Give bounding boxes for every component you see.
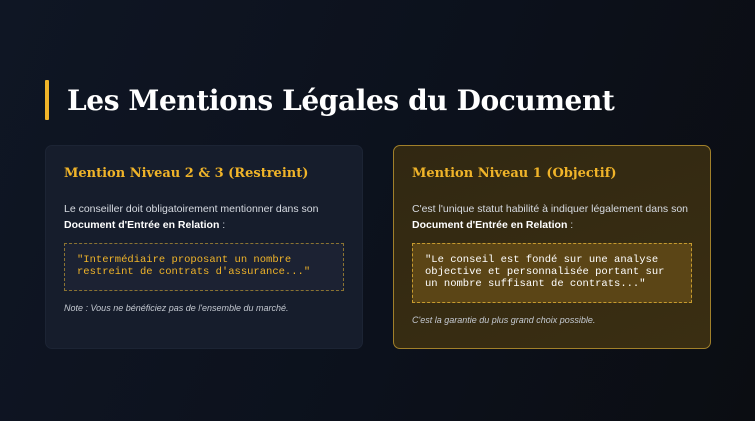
card-intro-bold: Document d'Entrée en Relation (412, 219, 568, 231)
card-objective (393, 145, 711, 349)
card-intro (412, 201, 692, 233)
card-title: Mention Niveau 2 & 3 (Restreint) (64, 166, 309, 181)
title-accent-bar (45, 80, 49, 120)
card-intro-bold: Document d'Entrée en Relation (64, 219, 220, 231)
card-intro-end: : (567, 219, 574, 231)
page-header (45, 80, 614, 120)
page-title: Les Mentions Légales du Document (67, 83, 615, 117)
card-title: Mention Niveau 1 (Objectif) (412, 166, 617, 181)
mention-quote: "Intermédiaire proposant un nombre restreint de contrats d'assurance..." (64, 243, 344, 291)
card-intro-text: Le conseiller doit obligatoirement mentionner dans son (64, 203, 319, 215)
card-note: Note : Vous ne bénéficiez pas de l'ensemble du marché. (64, 303, 289, 313)
card-restricted (45, 145, 363, 349)
card-intro-end: : (219, 219, 226, 231)
mention-quote: "Le conseil est fondé sur une analyse objective et personnalisée portant sur un nombre suffisant de contrats..." (412, 243, 692, 303)
card-intro-text: C'est l'unique statut habilité à indiquer légalement dans son (412, 203, 689, 215)
card-note: C'est la garantie du plus grand choix possible. (412, 315, 596, 325)
card-intro (64, 201, 344, 233)
